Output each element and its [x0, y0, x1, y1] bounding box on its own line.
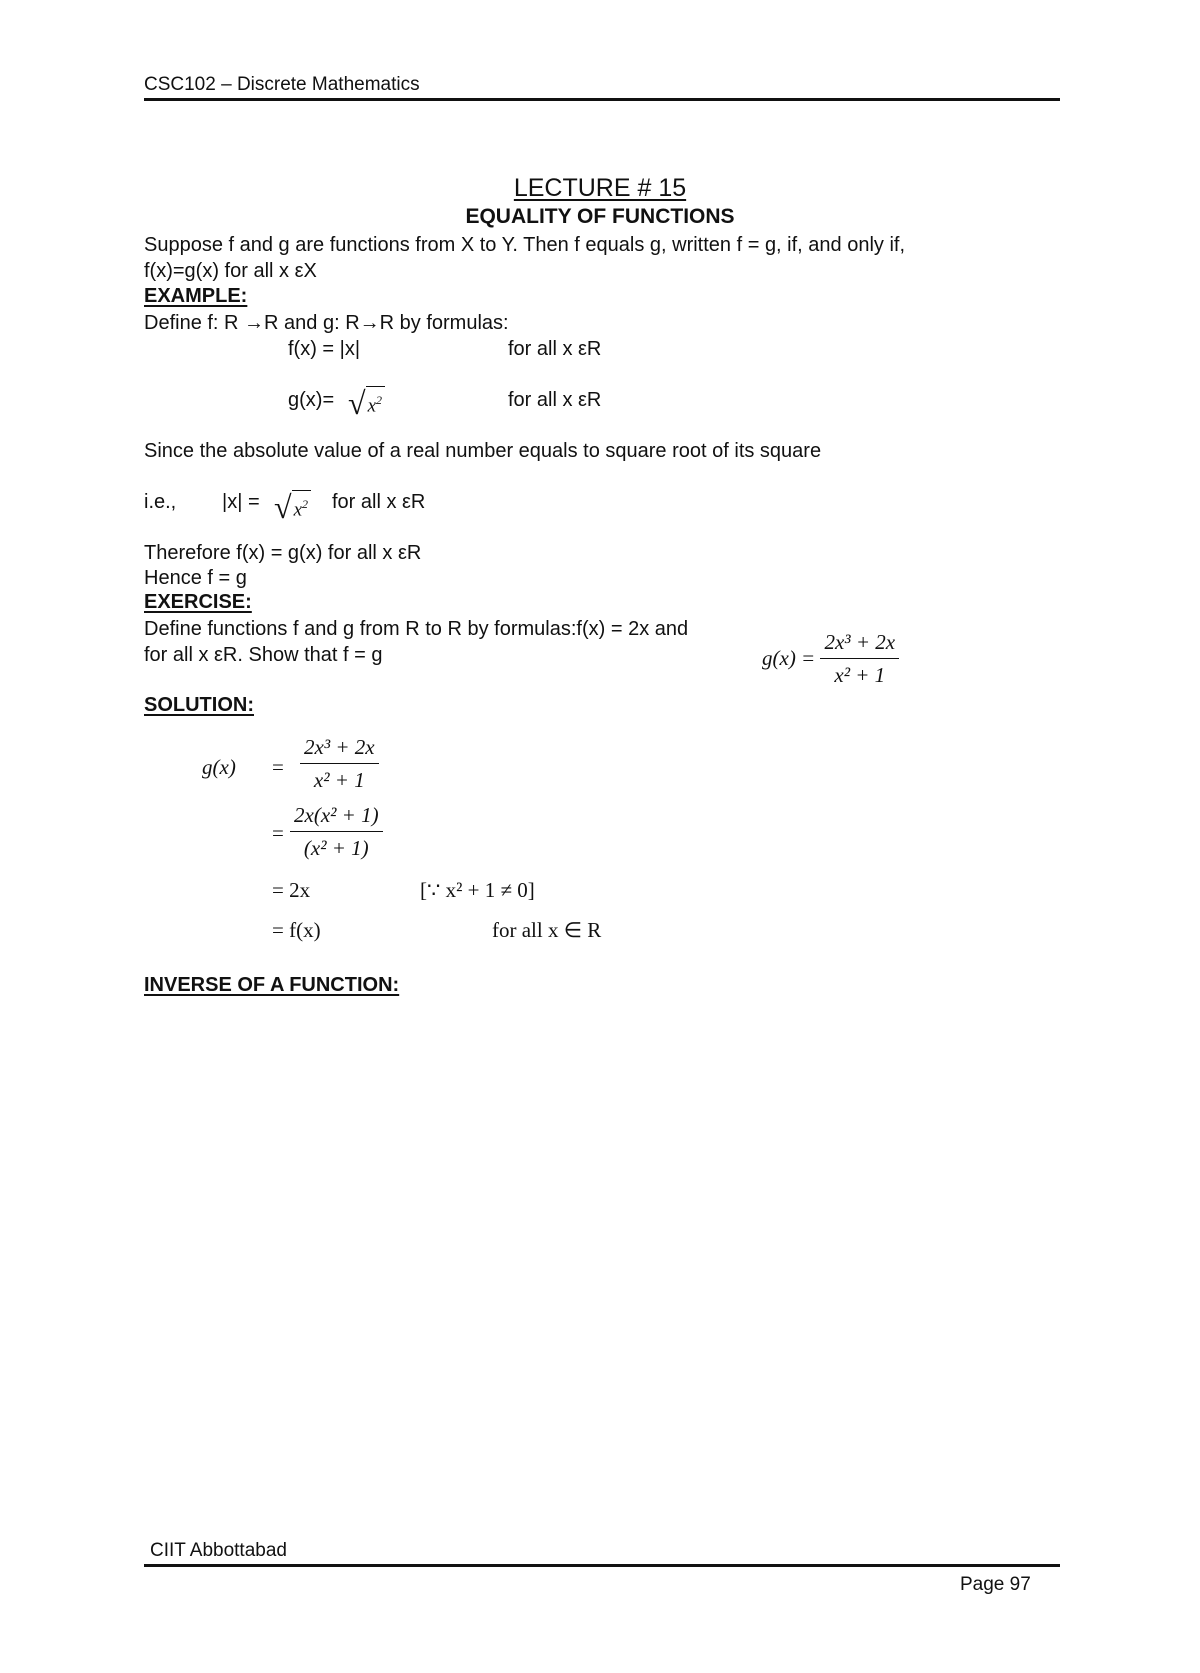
footer-rule	[144, 1564, 1060, 1567]
solution-step-1: $\frac{\text{2x³ + 2x}}{\text{x² + 1}}$	[300, 734, 379, 793]
lecture-title: LECTURE # 15	[513, 174, 687, 202]
solution-lhs: g(x)	[202, 755, 236, 779]
exercise-line-1: Define functions f and g from R to R by formulas:f(x) = 2x and	[144, 618, 689, 640]
g-lhs: g(x)=	[288, 389, 335, 411]
ie-label: i.e.,	[144, 491, 177, 513]
footer-institution: CIIT Abbottabad	[150, 1540, 287, 1561]
example-intro: Define f: R →R and g: R→R by formulas:	[144, 312, 509, 334]
ie-domain: for all x εR	[332, 491, 426, 513]
solution-heading: SOLUTION:	[144, 694, 254, 716]
ie-lhs: |x| =	[222, 491, 260, 513]
solution-step-4: = f(x)	[272, 918, 321, 942]
solution-step-4-reason: for all x ∈ R	[492, 918, 602, 942]
definition-line-1: Suppose f and g are functions from X to Y. Then f equals g, written f = g, if, and only if,	[144, 234, 906, 256]
therefore-text: Therefore f(x) = g(x) for all x εR	[144, 542, 422, 564]
solution-step-2: $\frac{\text{2x(x² + 1)}}{\text{(x² + 1)}}$	[290, 802, 383, 861]
exercise-heading: EXERCISE:	[144, 591, 252, 613]
hence-text: Hence f = g	[144, 567, 247, 589]
page-number: Page 97	[960, 1574, 1031, 1595]
example-heading: EXAMPLE:	[144, 285, 248, 307]
inverse-heading: INVERSE OF A FUNCTION:	[144, 974, 400, 996]
course-header: CSC102 – Discrete Mathematics	[144, 74, 420, 95]
solution-eq-1: =	[272, 755, 284, 779]
ie-sqrt: √ $x^2$	[274, 490, 311, 523]
header-rule	[144, 98, 1060, 101]
since-text: Since the absolute value of a real number equals to square root of its square	[144, 440, 822, 462]
solution-step-3-reason: [∵ x² + 1 ≠ 0]	[420, 878, 535, 902]
g-domain: for all x εR	[508, 389, 602, 411]
f-domain: for all x εR	[508, 338, 602, 360]
section-title: EQUALITY OF FUNCTIONS	[465, 205, 735, 228]
f-definition: f(x) = |x|	[288, 338, 361, 360]
exercise-g-formula: g(x) = $\frac{\text{2x³ + 2x}}{\text{x² + 1}}$	[762, 629, 899, 688]
definition-line-2: f(x)=g(x) for all x εX	[144, 260, 317, 282]
solution-eq-2: =	[272, 821, 284, 845]
solution-step-3: = 2x	[272, 878, 311, 902]
exercise-line-2: for all x εR. Show that f = g	[144, 644, 383, 666]
g-sqrt: √ $x^2$	[348, 386, 385, 419]
